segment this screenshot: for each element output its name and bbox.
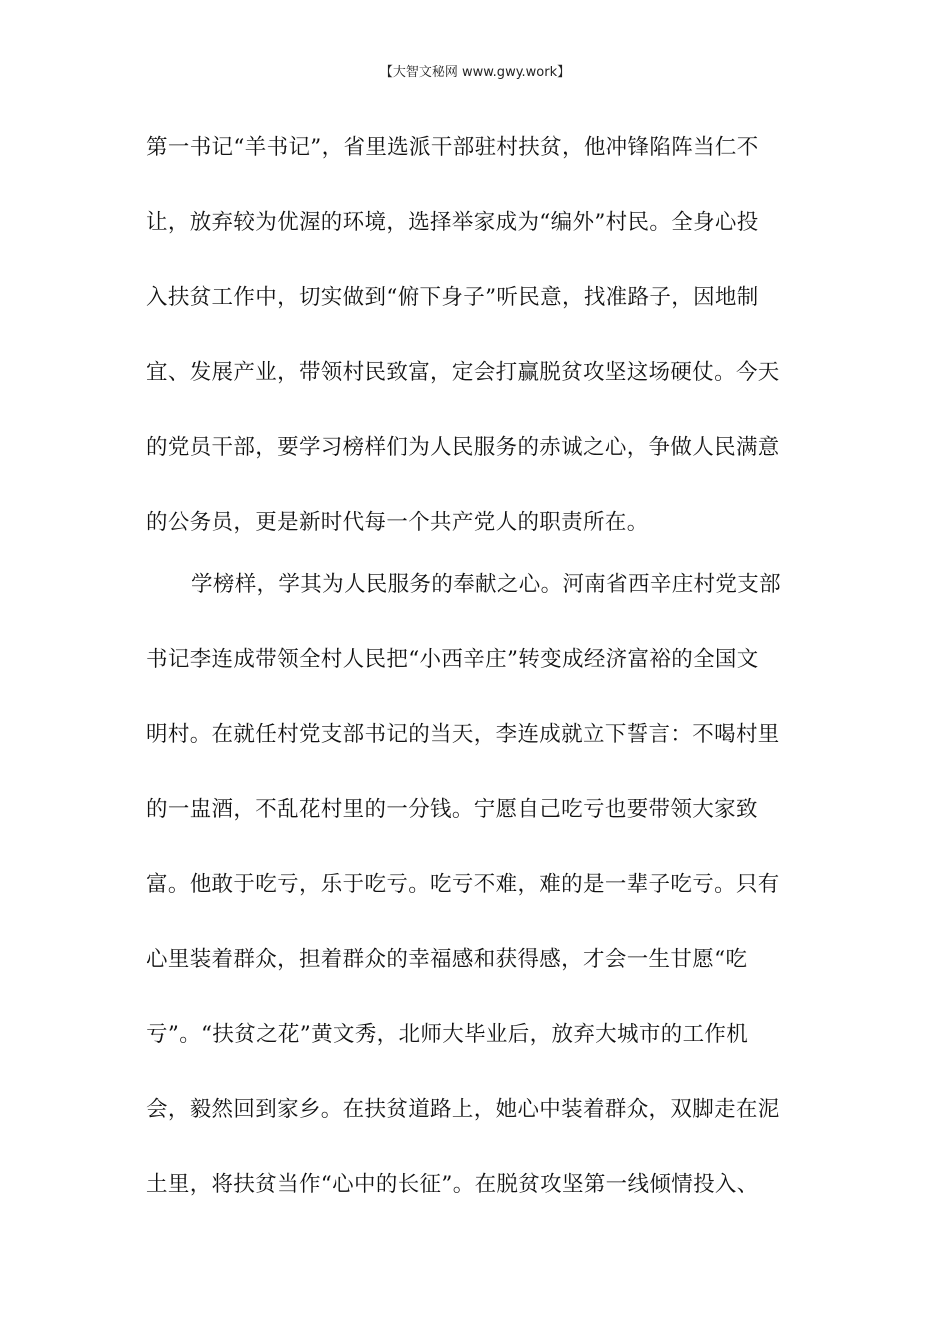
text-line: 会，毅然回到家乡。在扶贫道路上，她心中装着群众，双脚走在泥 xyxy=(146,1097,780,1122)
text-line: 第一书记“羊书记”，省里选派干部驻村扶贫，他冲锋陷阵当仁不 xyxy=(146,135,759,160)
text-line: 入扶贫工作中，切实做到“俯下身子”听民意，找准路子，因地制 xyxy=(146,285,759,310)
text-line: 宜、发展产业，带领村民致富，定会打赢脱贫攻坚这场硬仗。今天 xyxy=(146,360,780,385)
text-line: 的一盅酒，不乱花村里的一分钱。宁愿自己吃亏也要带领大家致 xyxy=(146,797,758,822)
text-line: 让，放弃较为优渥的环境，选择举家成为“编外”村民。全身心投 xyxy=(146,210,759,235)
text-line: 心里装着群众，担着群众的幸福感和获得感，才会一生甘愿“吃 xyxy=(146,947,748,972)
paragraph-first-line: 学榜样，学其为人民服务的奉献之心。河南省西辛庄村党支部 xyxy=(191,572,781,597)
text-line: 书记李连成带领全村人民把“小西辛庄”转变成经济富裕的全国文 xyxy=(146,647,759,672)
text-line: 的党员干部，要学习榜样们为人民服务的赤诚之心，争做人民满意 xyxy=(146,435,780,460)
text-line: 明村。在就任村党支部书记的当天，李连成就立下誓言：不喝村里 xyxy=(146,722,780,747)
text-line: 土里，将扶贫当作“心中的长征”。在脱贫攻坚第一线倾情投入、 xyxy=(146,1172,759,1197)
text-line: 富。他敢于吃亏，乐于吃亏。吃亏不难，难的是一辈子吃亏。只有 xyxy=(146,872,780,897)
text-line: 的公务员，更是新时代每一个共产党人的职责所在。 xyxy=(146,510,649,535)
text-line: 亏”。“扶贫之花”黄文秀，北师大毕业后，放弃大城市的工作机 xyxy=(146,1022,749,1047)
page-header: 【大智文秘网 www.gwy.work】 xyxy=(379,65,571,80)
